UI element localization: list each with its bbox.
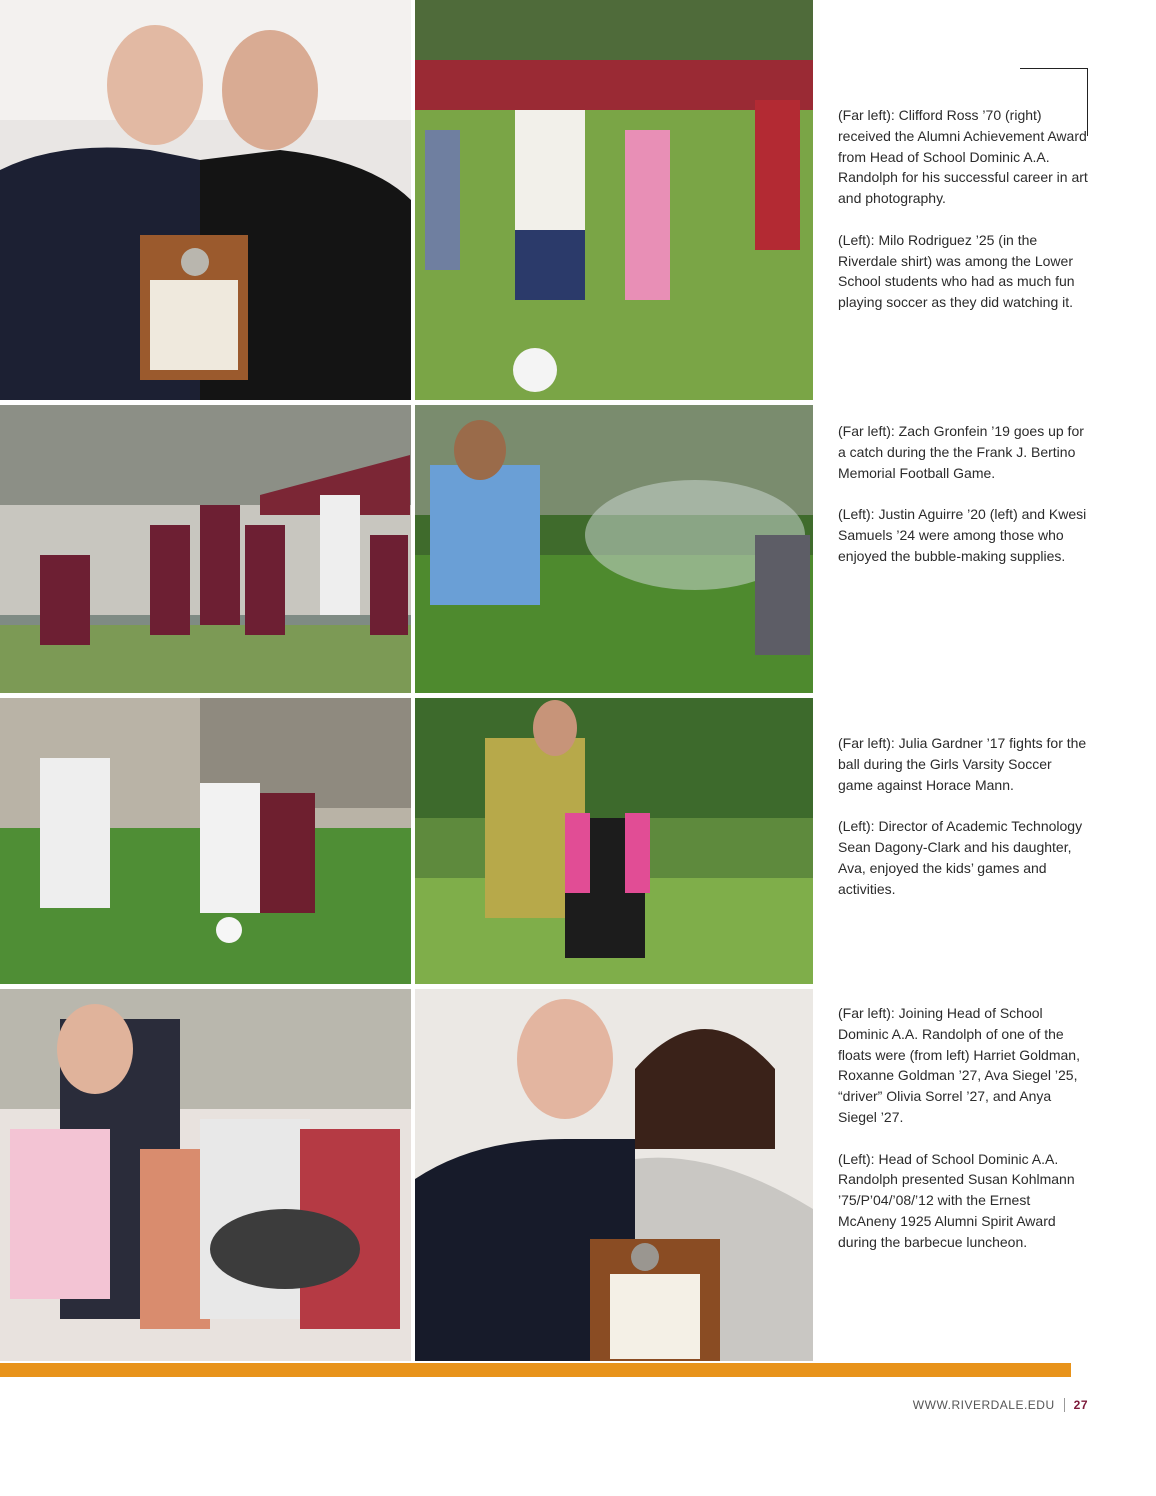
photo-soccer-kids [415, 0, 813, 400]
footer-divider [1064, 1398, 1065, 1412]
caption-text: (Left): Milo Rodriguez ’25 (in the Riverdale shirt) was among the Lower School students who had as much fun playing soccer as they did watching it. [838, 231, 1075, 311]
caption-text: (Left): Head of School Dominic A.A. Randolph presented Susan Kohlmann ’75/P’04/’08/’12 with the Ernest McAneny 1925 Alumni Spirit Award during the barbecue luncheon. [838, 1150, 1075, 1250]
photo-float [0, 989, 411, 1361]
page-footer [913, 1398, 1088, 1412]
photo-girls-soccer [0, 698, 411, 984]
caption-text: (Left): Justin Aguirre ’20 (left) and Kwesi Samuels ’24 were among those who enjoyed the bubble-making supplies. [838, 506, 1087, 564]
caption-group-4 [838, 1003, 1088, 1273]
photo-award-ross [0, 0, 411, 400]
footer-url[interactable]: WWW.RIVERDALE.EDU [912, 1398, 1055, 1412]
page-number: 27 [1073, 1398, 1088, 1412]
caption-text: (Left): Director of Academic Technology Sean Dagony-Clark and his daughter, Ava, enjoyed the kids’ games and activities. [838, 818, 1083, 897]
photo-bubbles [415, 405, 813, 693]
caption-group-1 [838, 105, 1088, 334]
photo-father-daughter [415, 698, 813, 984]
photo-award-kohlmann [415, 989, 813, 1361]
caption-group-3 [838, 733, 1088, 920]
caption-group-2 [838, 421, 1088, 587]
caption-text: (Far left): Clifford Ross ’70 (right) received the Alumni Achievement Award from Head of School Dominic A.A. Randolph for his successful career in art and photography. [838, 107, 1088, 207]
accent-bar [0, 1363, 1071, 1377]
photo-football [0, 405, 411, 693]
caption-text: (Far left): Julia Gardner ’17 fights for the ball during the Girls Varsity Soccer game against Horace Mann. [838, 735, 1087, 793]
caption-text: (Far left): Zach Gronfein ’19 goes up for a catch during the the Frank J. Bertino Memorial Football Game. [838, 423, 1084, 481]
caption-text: (Far left): Joining Head of School Dominic A.A. Randolph of one of the floats were (from left) Harriet Goldman, Roxanne Goldman ’27, Ava Siegel ’25, “driver” Olivia Sorrel ’27, and Anya Siegel ’27. [838, 1005, 1080, 1125]
